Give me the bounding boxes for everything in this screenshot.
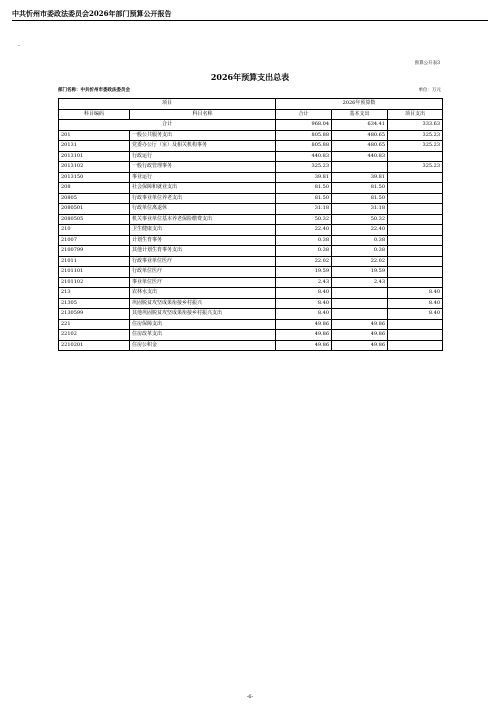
cell-name: 计划生育事务 (130, 235, 276, 246)
cell-total: 0.38 (276, 246, 332, 257)
cell-basic: 49.86 (332, 319, 388, 330)
cell-project (388, 256, 443, 267)
cell-name: 机关事业单位基本养老保险缴费支出 (130, 214, 276, 225)
cell-name: 行政单位医疗 (130, 267, 276, 278)
column-header-project: 项目支出 (388, 109, 443, 120)
cell-name: 巩固脱贫攻坚成果衔接乡村振兴 (130, 298, 276, 309)
cell-project (388, 183, 443, 194)
table-row (59, 246, 443, 257)
cell-code: 201 (59, 130, 130, 141)
cell-code: 2210201 (59, 340, 130, 351)
cell-name: 住房公积金 (130, 340, 276, 351)
cell-code: 21007 (59, 235, 130, 246)
cell-basic: 81.50 (332, 183, 388, 194)
cell-basic: 480.65 (332, 141, 388, 152)
total-row-project: 333.63 (388, 120, 443, 131)
cell-name: 一般行政管理事务 (130, 162, 276, 173)
cell-project: 8.40 (388, 309, 443, 320)
cell-project (388, 235, 443, 246)
table-row (59, 235, 443, 246)
column-header-basic: 基本支出 (332, 109, 388, 120)
stray-mark: · (18, 43, 20, 50)
cell-code: 2101101 (59, 267, 130, 278)
group-header-budget: 2026年预算数 (276, 99, 443, 110)
cell-project (388, 214, 443, 225)
page-number: -6- (246, 694, 254, 700)
cell-basic: 81.50 (332, 193, 388, 204)
cell-total: 49.86 (276, 340, 332, 351)
cell-total: 325.23 (276, 162, 332, 173)
cell-total: 2.43 (276, 277, 332, 288)
cell-basic: 0.38 (332, 235, 388, 246)
table-row (59, 193, 443, 204)
cell-project (388, 172, 443, 183)
cell-total: 0.38 (276, 235, 332, 246)
cell-code: 21011 (59, 256, 130, 267)
table-row (59, 130, 443, 141)
table-row (59, 298, 443, 309)
cell-project (388, 267, 443, 278)
cell-basic: 39.81 (332, 172, 388, 183)
cell-project (388, 340, 443, 351)
cell-total: 49.86 (276, 330, 332, 341)
cell-total: 31.18 (276, 204, 332, 215)
cell-code: 22102 (59, 330, 130, 341)
cell-code: 2101102 (59, 277, 130, 288)
cell-basic: 480.65 (332, 130, 388, 141)
table-row (59, 172, 443, 183)
cell-basic (332, 288, 388, 299)
cell-code: 2130599 (59, 309, 130, 320)
column-header-total: 合计 (276, 109, 332, 120)
cell-basic: 22.02 (332, 256, 388, 267)
budget-expenditure-table (58, 98, 443, 351)
cell-basic (332, 298, 388, 309)
cell-total: 805.88 (276, 130, 332, 141)
table-row (59, 267, 443, 278)
cell-project (388, 319, 443, 330)
cell-code: 20805 (59, 193, 130, 204)
cell-name: 其他巩固脱贫攻坚成果衔接乡村振兴支出 (130, 309, 276, 320)
table-row (59, 141, 443, 152)
table-row (59, 162, 443, 173)
cell-total: 49.86 (276, 319, 332, 330)
cell-name: 其他计划生育事务支出 (130, 246, 276, 257)
cell-code: 2100799 (59, 246, 130, 257)
cell-total: 805.88 (276, 141, 332, 152)
cell-name: 事业单位医疗 (130, 277, 276, 288)
page-title: 2026年预算支出总表 (210, 72, 290, 82)
total-row-total: 968.04 (276, 120, 332, 131)
table-row (59, 225, 443, 236)
cell-basic: 19.59 (332, 267, 388, 278)
cell-project (388, 277, 443, 288)
table-group-header-row (59, 99, 443, 110)
column-header-code: 科目编码 (59, 109, 130, 120)
cell-total: 440.83 (276, 151, 332, 162)
table-row (59, 330, 443, 341)
cell-code: 210 (59, 225, 130, 236)
cell-code: 2013101 (59, 151, 130, 162)
cell-project: 325.23 (388, 130, 443, 141)
cell-name: 住房改革支出 (130, 330, 276, 341)
cell-code: 221 (59, 319, 130, 330)
table-row (59, 214, 443, 225)
cell-name: 事业运行 (130, 172, 276, 183)
column-header-name: 科目名称 (130, 109, 276, 120)
table-row (59, 319, 443, 330)
cell-name: 行政运行 (130, 151, 276, 162)
cell-name: 行政事业单位医疗 (130, 256, 276, 267)
cell-total: 19.59 (276, 267, 332, 278)
cell-basic: 0.38 (332, 246, 388, 257)
table-column-header-row (59, 109, 443, 120)
cell-basic: 440.83 (332, 151, 388, 162)
total-row-basic: 634.41 (332, 120, 388, 131)
cell-code: 208 (59, 183, 130, 194)
cell-total: 39.81 (276, 172, 332, 183)
cell-project: 8.40 (388, 298, 443, 309)
cell-code: 2013150 (59, 172, 130, 183)
cell-total: 50.32 (276, 214, 332, 225)
cell-project (388, 204, 443, 215)
cell-name: 行政事业单位养老支出 (130, 193, 276, 204)
cell-basic: 31.18 (332, 204, 388, 215)
cell-code: 2080501 (59, 204, 130, 215)
group-header-project: 项目 (59, 99, 276, 110)
cell-project (388, 330, 443, 341)
table-row (59, 340, 443, 351)
cell-project (388, 225, 443, 236)
report-header-title: 中共忻州市委政法委员会2026年部门预算公开报告 (12, 9, 172, 18)
cell-project (388, 246, 443, 257)
cell-total: 8.40 (276, 309, 332, 320)
cell-project (388, 151, 443, 162)
cell-basic (332, 309, 388, 320)
cell-name: 党委办公厅（室）及相关机构事务 (130, 141, 276, 152)
cell-total: 81.50 (276, 193, 332, 204)
cell-basic: 50.32 (332, 214, 388, 225)
table-row (59, 204, 443, 215)
cell-basic: 22.40 (332, 225, 388, 236)
cell-basic: 49.86 (332, 330, 388, 341)
cell-name: 一般公共服务支出 (130, 130, 276, 141)
table-row (59, 256, 443, 267)
cell-name: 社会保障和就业支出 (130, 183, 276, 194)
cell-name: 行政单位离退休 (130, 204, 276, 215)
cell-total: 8.40 (276, 288, 332, 299)
cell-total: 81.50 (276, 183, 332, 194)
table-row (59, 151, 443, 162)
table-number: 预算公开表3 (414, 61, 440, 66)
table-row (59, 277, 443, 288)
cell-total: 8.40 (276, 298, 332, 309)
cell-total: 22.40 (276, 225, 332, 236)
cell-basic: 49.86 (332, 340, 388, 351)
cell-code: 213 (59, 288, 130, 299)
header-divider (12, 20, 488, 21)
unit-label: 单位：万元 (418, 88, 441, 93)
cell-project (388, 193, 443, 204)
cell-code: 20131 (59, 141, 130, 152)
cell-project: 325.23 (388, 162, 443, 173)
cell-basic: 2.43 (332, 277, 388, 288)
department-name: 部门名称：中共忻州市委政法委员会 (58, 88, 130, 93)
table-row (59, 309, 443, 320)
cell-code: 2013102 (59, 162, 130, 173)
cell-code: 21305 (59, 298, 130, 309)
total-row-label: 合计 (59, 120, 276, 131)
cell-name: 卫生健康支出 (130, 225, 276, 236)
total-row (59, 120, 443, 131)
cell-basic (332, 162, 388, 173)
cell-total: 22.02 (276, 256, 332, 267)
cell-name: 住房保障支出 (130, 319, 276, 330)
cell-code: 2080505 (59, 214, 130, 225)
cell-project: 8.40 (388, 288, 443, 299)
cell-project: 325.23 (388, 141, 443, 152)
table-row (59, 288, 443, 299)
table-row (59, 183, 443, 194)
cell-name: 农林水支出 (130, 288, 276, 299)
